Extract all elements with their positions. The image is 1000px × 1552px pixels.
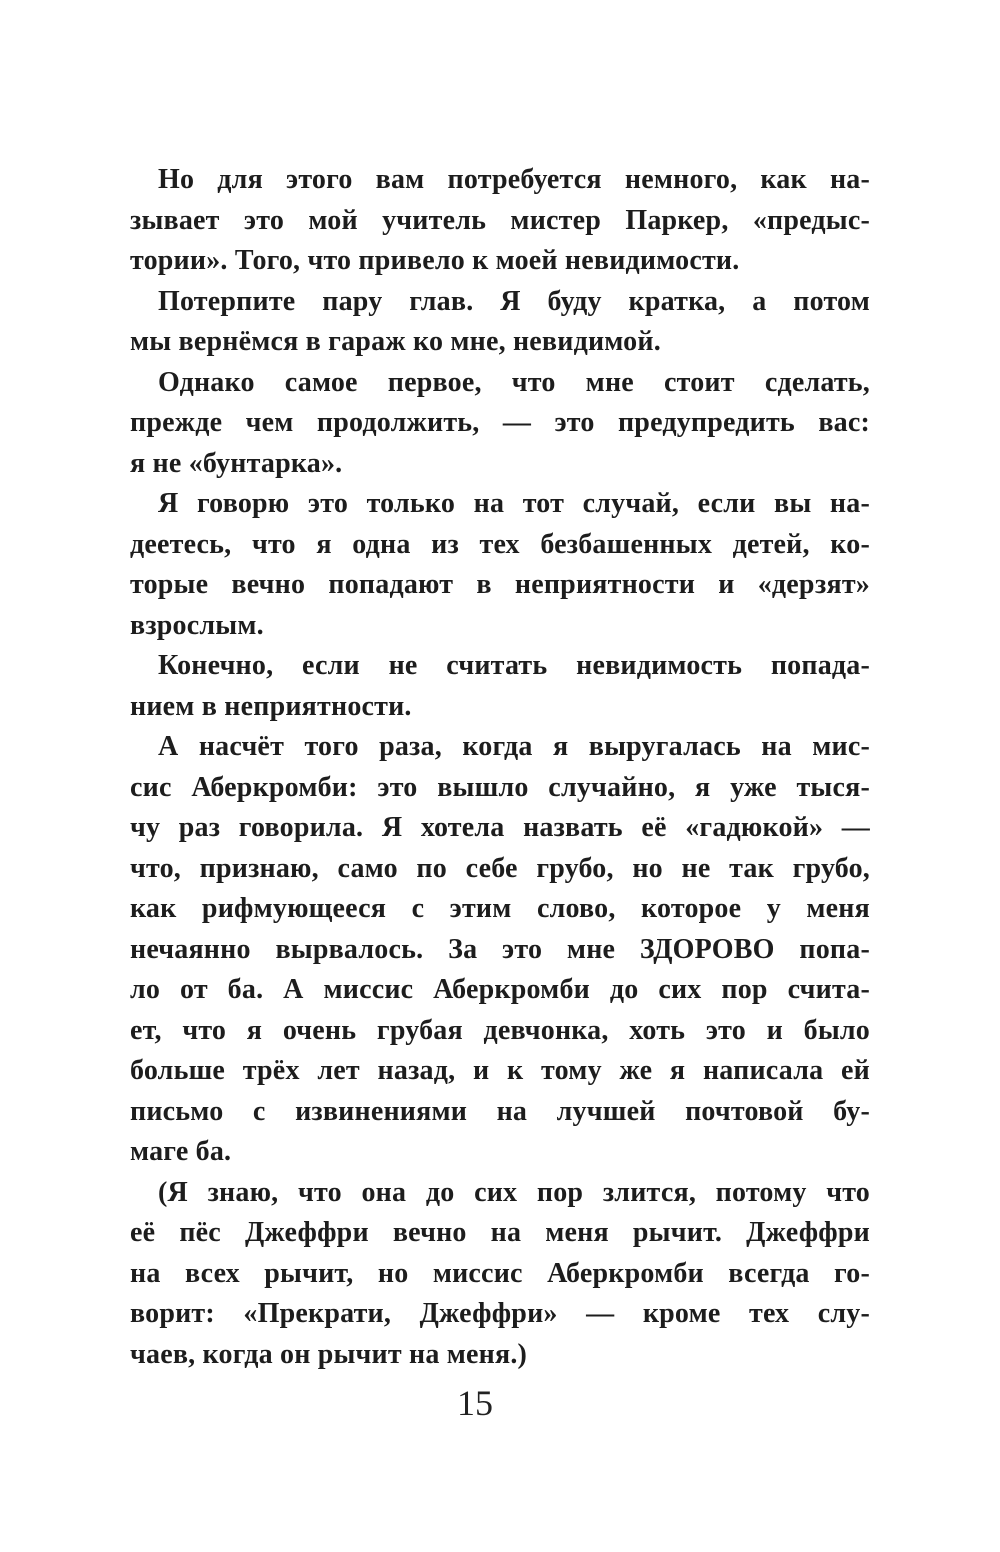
text-line: маге ба.	[130, 1136, 232, 1167]
text-line: нечаянно вырвалось. За это мне ЗДОРОВО попа-	[130, 933, 870, 965]
text-line: зывает это мой учитель мистер Паркер, «предыс-	[130, 204, 870, 236]
text-line: Но для этого вам потребуется немного, как на-	[158, 164, 870, 195]
text-line: деетесь, что я одна из тех безбашенных детей, ко-	[130, 528, 870, 560]
text-line: ет, что я очень грубая девчонка, хоть это и было	[130, 1014, 870, 1046]
text-line: А насчёт того раза, когда я выругалась на мис-	[158, 731, 870, 762]
paragraph	[130, 646, 870, 727]
paragraph	[130, 484, 870, 646]
text-line: Конечно, если не считать невидимость попада-	[158, 650, 870, 681]
paragraph	[130, 727, 870, 1173]
text-line: чаев, когда он рычит на меня.)	[130, 1338, 528, 1370]
text-line: тории». Того, что привело к моей невидимости.	[130, 245, 740, 276]
paragraph	[130, 363, 870, 485]
text-line: ворит: «Прекрати, Джеффри» — кроме тех слу-	[130, 1298, 870, 1329]
paragraph	[130, 1173, 870, 1376]
text-line: прежде чем продолжить, — это предупредить вас:	[130, 407, 870, 438]
text-line: торые вечно попадают в неприятности и «дерзят»	[130, 569, 870, 600]
paragraph	[130, 160, 870, 282]
text-line: Потерпите пару глав. Я буду кратка, а потом	[158, 285, 870, 317]
text-line: письмо с извинениями на лучшей почтовой бу-	[130, 1095, 870, 1127]
text-line: ло от ба. А миссис Аберкромби до сих пор счита-	[130, 974, 870, 1005]
text-line: (Я знаю, что она до сих пор злится, потому что	[158, 1176, 870, 1208]
text-line: Я говорю это только на тот случай, если вы на-	[158, 488, 870, 519]
text-line: что, признаю, само по себе грубо, но не так грубо,	[130, 852, 870, 884]
text-line: чу раз говорила. Я хотела назвать её «гадюкой» —	[130, 812, 870, 843]
text-line: Однако самое первое, что мне стоит сделать,	[158, 366, 870, 398]
text-line: я не «бунтарка».	[130, 447, 343, 479]
text-line: больше трёх лет назад, и к тому же я написала ей	[130, 1055, 870, 1086]
paragraph	[130, 282, 870, 363]
text-line: взрослым.	[130, 609, 264, 641]
text-line: на всех рычит, но миссис Аберкромби всегда го-	[130, 1257, 870, 1289]
text-line: мы вернёмся в гараж ко мне, невидимой.	[130, 326, 661, 357]
text-line: её пёс Джеффри вечно на меня рычит. Джеффри	[130, 1217, 870, 1248]
text-line: сис Аберкромби: это вышло случайно, я уже тыся-	[130, 771, 870, 803]
text-block	[130, 160, 870, 1375]
page-number: 15	[457, 1383, 493, 1423]
text-line: нием в неприятности.	[130, 690, 412, 722]
text-line: как рифмующееся с этим слово, которое у меня	[130, 893, 870, 924]
